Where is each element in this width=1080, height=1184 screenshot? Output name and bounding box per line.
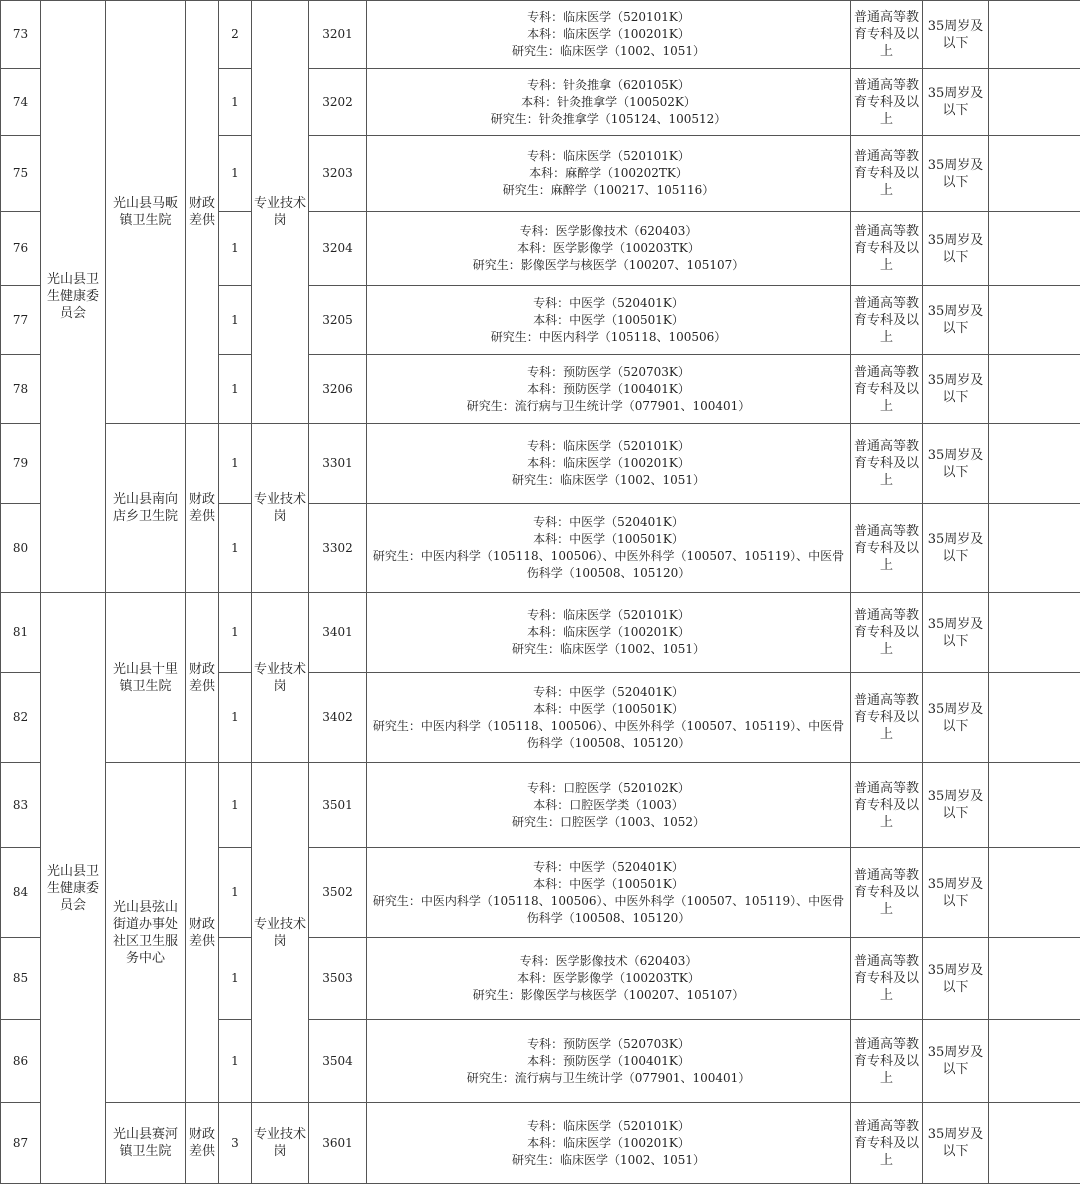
age-requirement: 35周岁及以下: [923, 1103, 989, 1184]
hiring-count: 1: [219, 355, 252, 424]
major-line: 专科：临床医学（520101K）: [369, 1118, 848, 1135]
major-line: 本科：临床医学（100201K）: [369, 455, 848, 472]
major-line: 本科：医学影像学（100203TK）: [369, 240, 848, 257]
major-line: 研究生：口腔医学（1003、1052）: [369, 814, 848, 831]
other-requirement: [989, 424, 1080, 504]
hiring-count: 1: [219, 763, 252, 848]
other-requirement: [989, 286, 1080, 355]
position-code: 3501: [309, 763, 367, 848]
major-line: 本科：中医学（100501K）: [369, 312, 848, 329]
table-row: [1, 1103, 1080, 1184]
position-code: 3504: [309, 1020, 367, 1103]
major-requirements: [367, 938, 851, 1020]
education-requirement: 普通高等教育专科及以上: [851, 593, 923, 673]
hiring-count: 1: [219, 136, 252, 212]
age-requirement: 35周岁及以下: [923, 673, 989, 763]
major-requirements: [367, 593, 851, 673]
position-code: 3201: [309, 1, 367, 69]
major-requirements: [367, 355, 851, 424]
major-requirements: [367, 69, 851, 136]
row-number: 85: [1, 938, 41, 1020]
major-line: 研究生：流行病与卫生统计学（077901、100401）: [369, 1070, 848, 1087]
table-body: [1, 1, 1080, 1184]
major-line: 专科：中医学（520401K）: [369, 859, 848, 876]
hiring-count: 1: [219, 848, 252, 938]
major-requirements: [367, 1, 851, 69]
major-line: 本科：针灸推拿学（100502K）: [369, 94, 848, 111]
age-requirement: 35周岁及以下: [923, 1020, 989, 1103]
major-requirements: [367, 424, 851, 504]
major-line: 本科：麻醉学（100202TK）: [369, 165, 848, 182]
row-number: 83: [1, 763, 41, 848]
position-code: 3502: [309, 848, 367, 938]
major-line: 专科：口腔医学（520102K）: [369, 780, 848, 797]
major-line: 专科：针灸推拿（620105K）: [369, 77, 848, 94]
major-line: 研究生：中医内科学（105118、100506）: [369, 329, 848, 346]
position-code: 3401: [309, 593, 367, 673]
major-requirements: [367, 673, 851, 763]
major-requirements: [367, 286, 851, 355]
unit-name: 光山县赛河镇卫生院: [106, 1103, 186, 1184]
unit-name: 光山县十里镇卫生院: [106, 593, 186, 763]
major-requirements: [367, 1020, 851, 1103]
other-requirement: [989, 212, 1080, 286]
position-code: 3205: [309, 286, 367, 355]
funding-type: 财政差供: [186, 593, 219, 763]
row-number: 81: [1, 593, 41, 673]
table-row: [1, 593, 1080, 673]
hiring-count: 1: [219, 673, 252, 763]
major-line: 研究生：影像医学与核医学（100207、105107）: [369, 257, 848, 274]
hiring-count: 1: [219, 938, 252, 1020]
department-name: 光山县卫生健康委员会: [41, 1, 106, 593]
major-line: 研究生：流行病与卫生统计学（077901、100401）: [369, 398, 848, 415]
other-requirement: [989, 355, 1080, 424]
other-requirement: [989, 673, 1080, 763]
position-code: 3402: [309, 673, 367, 763]
age-requirement: 35周岁及以下: [923, 593, 989, 673]
major-line: 本科：中医学（100501K）: [369, 876, 848, 893]
hiring-count: 1: [219, 69, 252, 136]
major-requirements: [367, 212, 851, 286]
major-line: 专科：临床医学（520101K）: [369, 148, 848, 165]
row-number: 82: [1, 673, 41, 763]
major-line: 本科：预防医学（100401K）: [369, 381, 848, 398]
position-code: 3302: [309, 504, 367, 593]
education-requirement: 普通高等教育专科及以上: [851, 355, 923, 424]
other-requirement: [989, 1, 1080, 69]
education-requirement: 普通高等教育专科及以上: [851, 286, 923, 355]
education-requirement: 普通高等教育专科及以上: [851, 136, 923, 212]
major-line: 研究生：针灸推拿学（105124、100512）: [369, 111, 848, 128]
row-number: 80: [1, 504, 41, 593]
major-line: 本科：预防医学（100401K）: [369, 1053, 848, 1070]
position-code: 3301: [309, 424, 367, 504]
hiring-count: 1: [219, 1020, 252, 1103]
major-line: 研究生：临床医学（1002、1051）: [369, 641, 848, 658]
other-requirement: [989, 1020, 1080, 1103]
other-requirement: [989, 848, 1080, 938]
position-type: 专业技术岗: [252, 763, 309, 1103]
row-number: 87: [1, 1103, 41, 1184]
other-requirement: [989, 136, 1080, 212]
education-requirement: 普通高等教育专科及以上: [851, 1020, 923, 1103]
major-line: 本科：临床医学（100201K）: [369, 1135, 848, 1152]
hiring-count: 2: [219, 1, 252, 69]
other-requirement: [989, 504, 1080, 593]
major-line: 专科：预防医学（520703K）: [369, 1036, 848, 1053]
major-line: 本科：中医学（100501K）: [369, 531, 848, 548]
unit-name: 光山县弦山街道办事处社区卫生服务中心: [106, 763, 186, 1103]
position-code: 3206: [309, 355, 367, 424]
age-requirement: 35周岁及以下: [923, 504, 989, 593]
age-requirement: 35周岁及以下: [923, 136, 989, 212]
major-line: 本科：临床医学（100201K）: [369, 26, 848, 43]
position-code: 3503: [309, 938, 367, 1020]
major-line: 研究生：中医内科学（105118、100506）、中医外科学（100507、105119）、中医骨伤科学（100508、105120）: [369, 718, 848, 752]
position-code: 3601: [309, 1103, 367, 1184]
funding-type: 财政差供: [186, 1103, 219, 1184]
row-number: 73: [1, 1, 41, 69]
major-line: 研究生：麻醉学（100217、105116）: [369, 182, 848, 199]
major-line: 专科：临床医学（520101K）: [369, 9, 848, 26]
row-number: 75: [1, 136, 41, 212]
age-requirement: 35周岁及以下: [923, 938, 989, 1020]
education-requirement: 普通高等教育专科及以上: [851, 673, 923, 763]
hiring-count: 1: [219, 593, 252, 673]
major-line: 本科：医学影像学（100203TK）: [369, 970, 848, 987]
major-requirements: [367, 1103, 851, 1184]
education-requirement: 普通高等教育专科及以上: [851, 504, 923, 593]
age-requirement: 35周岁及以下: [923, 355, 989, 424]
position-type: 专业技术岗: [252, 424, 309, 593]
department-name: 光山县卫生健康委员会: [41, 593, 106, 1184]
row-number: 84: [1, 848, 41, 938]
table-row: [1, 1, 1080, 69]
education-requirement: 普通高等教育专科及以上: [851, 1, 923, 69]
position-type: 专业技术岗: [252, 1103, 309, 1184]
position-type: 专业技术岗: [252, 1, 309, 424]
hiring-count: 1: [219, 286, 252, 355]
other-requirement: [989, 69, 1080, 136]
education-requirement: 普通高等教育专科及以上: [851, 848, 923, 938]
hiring-count: 3: [219, 1103, 252, 1184]
major-requirements: [367, 763, 851, 848]
major-line: 专科：医学影像技术（620403）: [369, 953, 848, 970]
education-requirement: 普通高等教育专科及以上: [851, 938, 923, 1020]
age-requirement: 35周岁及以下: [923, 212, 989, 286]
position-type: 专业技术岗: [252, 593, 309, 763]
unit-name: 光山县南向店乡卫生院: [106, 424, 186, 593]
education-requirement: 普通高等教育专科及以上: [851, 763, 923, 848]
education-requirement: 普通高等教育专科及以上: [851, 69, 923, 136]
age-requirement: 35周岁及以下: [923, 848, 989, 938]
funding-type: 财政差供: [186, 424, 219, 593]
row-number: 74: [1, 69, 41, 136]
row-number: 79: [1, 424, 41, 504]
major-line: 研究生：临床医学（1002、1051）: [369, 1152, 848, 1169]
hiring-count: 1: [219, 424, 252, 504]
row-number: 86: [1, 1020, 41, 1103]
education-requirement: 普通高等教育专科及以上: [851, 212, 923, 286]
major-requirements: [367, 848, 851, 938]
position-code: 3204: [309, 212, 367, 286]
row-number: 78: [1, 355, 41, 424]
unit-name: 光山县马畈镇卫生院: [106, 1, 186, 424]
major-line: 研究生：中医内科学（105118、100506）、中医外科学（100507、105119）、中医骨伤科学（100508、105120）: [369, 893, 848, 927]
major-line: 专科：临床医学（520101K）: [369, 438, 848, 455]
major-line: 本科：中医学（100501K）: [369, 701, 848, 718]
major-line: 本科：口腔医学类（1003）: [369, 797, 848, 814]
age-requirement: 35周岁及以下: [923, 69, 989, 136]
major-line: 研究生：临床医学（1002、1051）: [369, 43, 848, 60]
major-line: 专科：临床医学（520101K）: [369, 607, 848, 624]
table-row: [1, 424, 1080, 504]
major-requirements: [367, 136, 851, 212]
education-requirement: 普通高等教育专科及以上: [851, 1103, 923, 1184]
other-requirement: [989, 1103, 1080, 1184]
major-line: 专科：预防医学（520703K）: [369, 364, 848, 381]
row-number: 77: [1, 286, 41, 355]
major-requirements: [367, 504, 851, 593]
table-row: [1, 763, 1080, 848]
funding-type: 财政差供: [186, 1, 219, 424]
age-requirement: 35周岁及以下: [923, 424, 989, 504]
position-code: 3202: [309, 69, 367, 136]
hiring-count: 1: [219, 212, 252, 286]
major-line: 研究生：中医内科学（105118、100506）、中医外科学（100507、105119）、中医骨伤科学（100508、105120）: [369, 548, 848, 582]
major-line: 专科：医学影像技术（620403）: [369, 223, 848, 240]
position-code: 3203: [309, 136, 367, 212]
age-requirement: 35周岁及以下: [923, 1, 989, 69]
major-line: 本科：临床医学（100201K）: [369, 624, 848, 641]
other-requirement: [989, 593, 1080, 673]
other-requirement: [989, 763, 1080, 848]
age-requirement: 35周岁及以下: [923, 763, 989, 848]
other-requirement: [989, 938, 1080, 1020]
education-requirement: 普通高等教育专科及以上: [851, 424, 923, 504]
funding-type: 财政差供: [186, 763, 219, 1103]
hiring-count: 1: [219, 504, 252, 593]
major-line: 专科：中医学（520401K）: [369, 514, 848, 531]
row-number: 76: [1, 212, 41, 286]
major-line: 专科：中医学（520401K）: [369, 295, 848, 312]
major-line: 研究生：影像医学与核医学（100207、105107）: [369, 987, 848, 1004]
age-requirement: 35周岁及以下: [923, 286, 989, 355]
major-line: 专科：中医学（520401K）: [369, 684, 848, 701]
major-line: 研究生：临床医学（1002、1051）: [369, 472, 848, 489]
